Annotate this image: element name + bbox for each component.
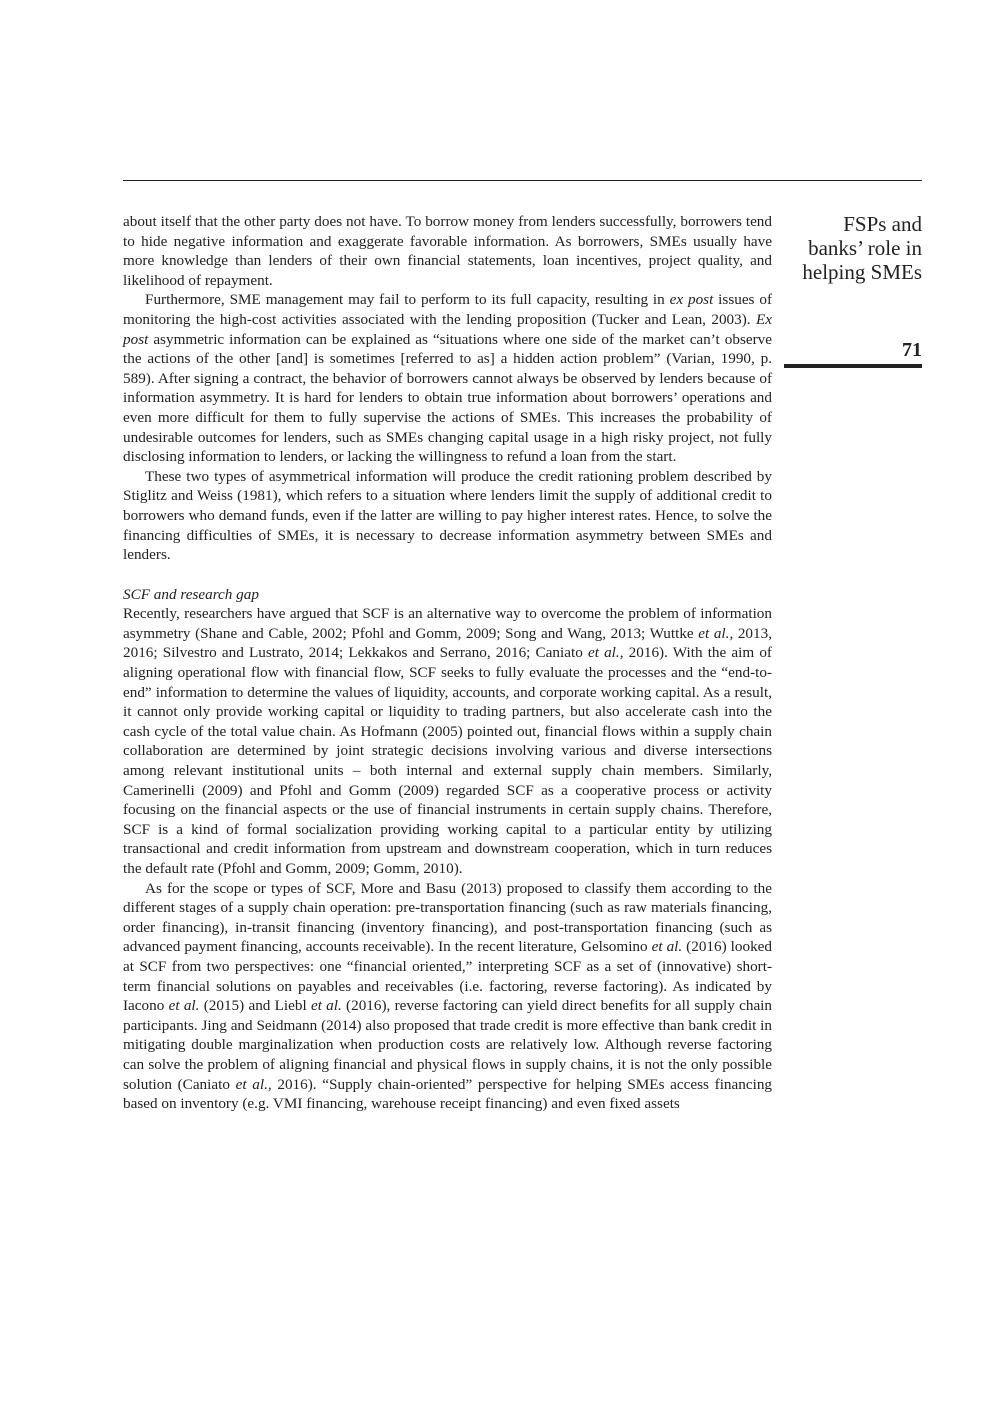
section-heading: SCF and research gap	[123, 585, 259, 603]
italic-term: et al.	[310, 997, 342, 1015]
text-run: issues of monitoring the high-cost activities associated with the lending proposition (Tucker and Lean, 2003).	[123, 291, 772, 328]
paragraph	[123, 290, 772, 466]
text-run: , 2016). With the aim of aligning operational flow with financial flow, SCF seeks to fully evaluate the processes and the “end-to-end” information to determine the values of liquidity, accounts, and corporate working capital. As a result, it cannot only provide working capital or liquidity to trading partners, but also accelerate cash into the cash cycle of the total value chain. As Hofmann (2005) pointed out, financial flows within a supply chain collaboration are determined by joint strategic decisions involving various and diverse intersections among relevant institutional units – both internal and external supply chain members. Similarly, Camerinelli (2009) and Pfohl and Gomm (2009) regarded SCF as a cooperative process or activity focusing on the financial aspects or the use of financial instruments in certain supply chains. Therefore, SCF is a kind of formal socialization providing working capital to a particular entity by utilizing transactional and credit information from upstream and downstream cooperation, which in turn reduces the default rate (Pfohl and Gomm, 2009; Gomm, 2010).	[123, 644, 772, 877]
italic-term: Ex post	[123, 310, 772, 348]
text-run: asymmetric information can be explained as “situations where one side of the market can’t observe the actions of the other [and] is sometimes [referred to as] a hidden action problem” (Varian, 1990, p. 589). After signing a contract, the behavior of borrowers cannot always be observed by lenders because of information asymmetry. It is hard for lenders to obtain true information about borrowers’ operations and even more difficult for them to fully supervise the actions of SMEs. This increases the probability of undesirable outcomes for lenders, such as SMEs changing capital usage in a high risky project, not fully disclosing information to lenders, or lacking the willingness to refund a loan from the start.	[123, 330, 772, 466]
paragraph	[123, 879, 772, 1114]
text-run: Recently, researchers have argued that SCF is an alternative way to overcome the problem of information asymmetry (Shane and Cable, 2002; Pfohl and Gomm, 2009; Song and Wang, 2013; Wuttke	[123, 605, 772, 642]
italic-term: et al.	[168, 997, 200, 1015]
italic-term: et al.	[235, 1075, 268, 1093]
main-text-column	[123, 212, 772, 1114]
italic-term: et al.	[587, 644, 620, 662]
text-run: As for the scope or types of SCF, More and Basu (2013) proposed to classify them according to the different stages of a supply chain operation: pre-transportation financing (such as raw materials financing, order financing), in-transit financing (inventory financing), and post-transportation financing (such as advanced payment financing, accounts receivable). In the recent literature, Gelsomino	[123, 879, 772, 956]
paragraph: These two types of asymmetrical information will produce the credit rationing problem described by Stiglitz and Weiss (1981), which refers to a situation where lenders limit the supply of additional credit to borrowers who demand funds, even if the latter are willing to pay higher interest rates. Hence, to solve the financing difficulties of SMEs, it is necessary to decrease information asymmetry between SMEs and lenders.	[123, 467, 772, 564]
header-rule	[123, 180, 922, 181]
text-run: (2016), reverse factoring can yield direct benefits for all supply chain participants. Jing and Seidmann (2014) also proposed that trade credit is more effective than bank credit in mitigating double marginalization when production costs are relatively low. Although reverse factoring can solve the problem of aligning financial and physical flows in supply chains, it is not the only possible solution (Caniato	[123, 997, 772, 1093]
paragraph	[123, 604, 772, 878]
running-head-line: FSPs and	[843, 212, 922, 236]
italic-term: ex post	[669, 291, 714, 309]
italic-term: et al.	[698, 624, 730, 642]
text-run: Furthermore, SME management may fail to perform to its full capacity, resulting in	[145, 291, 670, 309]
text-run: , 2013, 2016; Silvestro and Lustrato, 2014; Lekkakos and Serrano, 2016; Caniato	[123, 624, 772, 662]
page-number: 71	[902, 339, 922, 361]
italic-term: et al.	[651, 938, 683, 956]
text-run: (2015) and Liebl	[199, 997, 311, 1015]
running-head-line: helping SMEs	[802, 260, 922, 284]
running-head-line: banks’ role in	[808, 236, 922, 260]
paragraph: about itself that the other party does not have. To borrow money from lenders successfully, borrowers tend to hide negative information and exaggerate favorable information. As borrowers, SMEs usually have more knowledge than lenders of their own financial statements, loan incentives, project quality, and likelihood of repayment.	[123, 213, 772, 289]
text-run: , 2016). “Supply chain-oriented” perspective for helping SMEs access financing based on inventory (e.g. VMI financing, warehouse receipt financing) and even fixed assets	[123, 1075, 773, 1113]
page-number-rule	[784, 364, 922, 368]
text-run: (2016) looked at SCF from two perspectives: one “financial oriented,” interpreting SCF as a set of (innovative) short-term financial solutions on payables and receivables (i.e. factoring, reverse factoring). As indicated by Iacono	[123, 938, 772, 1015]
running-head	[790, 212, 922, 284]
